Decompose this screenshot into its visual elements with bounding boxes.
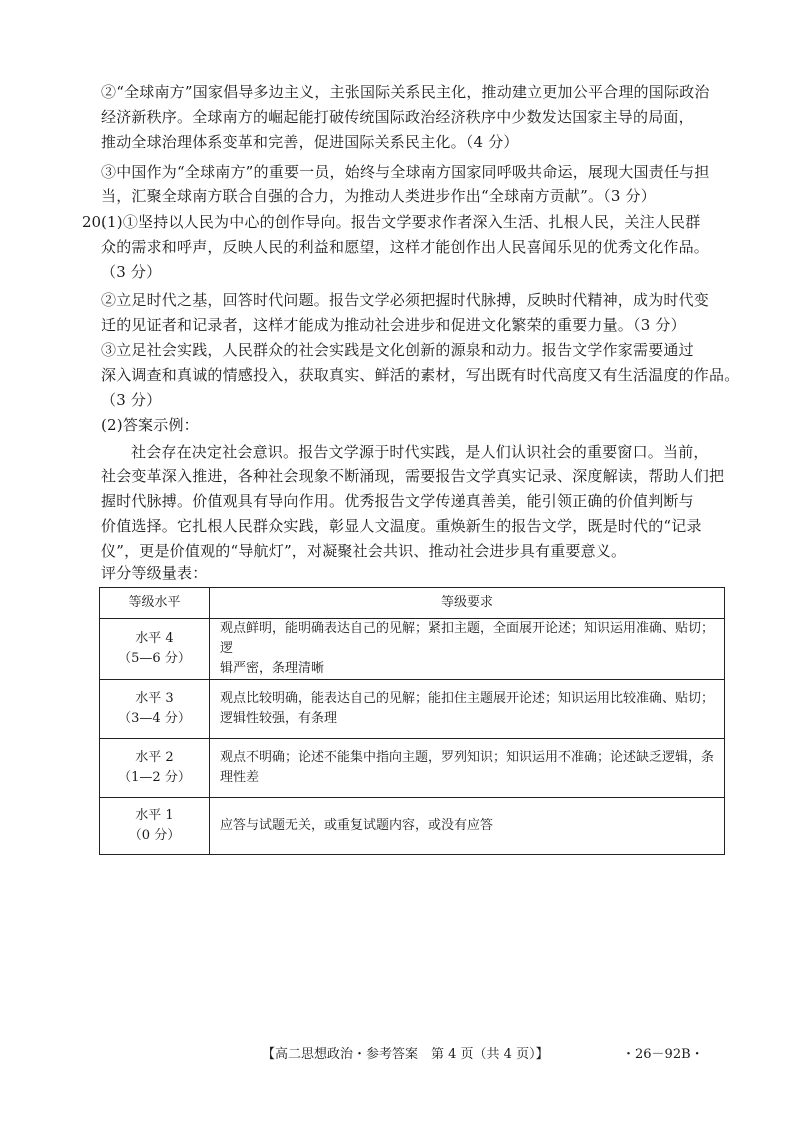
rubric-title: 评分等级量表： [101, 564, 208, 582]
rubric-requirement-line: 观点鲜明，能明确表达自己的见解；紧扣主题，全面展开论述；知识运用准确、贴切；逻 [220, 621, 715, 656]
rubric-requirement-line: 观点比较明确，能表达自己的见解；能扣住主题展开论述；知识运用比较准确、贴切； [220, 691, 715, 706]
q20-1-point2-line1: ②立足时代之基，回答时代问题。报告文学必须把握时代脉搏，反映时代精神，成为时代变 [101, 291, 710, 309]
q20-1-point3-score: （3 分） [101, 391, 162, 409]
rubric-header-row [100, 588, 725, 619]
q19-point2-line1: ②“全球南方”国家倡导多边主义，主张国际关系民主化，推动建立更加公平合理的国际政治 [101, 83, 710, 101]
q20-2-example-line3: 握时代脉搏。价值观具有导向作用。优秀报告文学传递真善美，能引领正确的价值判断与 [101, 492, 694, 510]
q20-1-point1-line2: 众的需求和呼声，反映人民的利益和愿望，这样才能创作出人民喜闻乐见的优秀文化作品。 [101, 238, 710, 256]
rubric-requirement-line: 辑严密，条理清晰 [220, 661, 325, 676]
rubric-row-level4 [100, 619, 725, 680]
q20-1-point1-score: （3 分） [101, 263, 162, 281]
rubric-level-cell [100, 798, 210, 855]
rubric-requirement-cell [210, 798, 725, 855]
rubric-requirement-line: 应答与试题无关，或重复试题内容，或没有应答 [220, 818, 494, 833]
q20-2-example-line2: 社会变革深入推进，各种社会现象不断涌现，需要报告文学真实记录、深度解读，帮助人们把 [101, 467, 725, 485]
rubric-level-score: （3—4 分） [118, 711, 191, 726]
q20-1-point3-line2: 深入调查和真诚的情感投入，获取真实、鲜活的素材，写出既有时代高度又有生活温度的作品。 [101, 366, 740, 384]
rubric-requirement-cell [210, 739, 725, 798]
rubric-level-cell [100, 739, 210, 798]
q20-1-point3-line1: ③立足社会实践，人民群众的社会实践是文化创新的源泉和动力。报告文学作家需要通过 [101, 341, 694, 359]
footer-title: 【高二思想政治・参考答案 第 4 页（共 4 页）】 [262, 1047, 549, 1062]
rubric-level-score: （0 分） [128, 828, 181, 843]
q19-point3-line1: ③中国作为“全球南方”的重要一员，始终与全球南方国家同呼吸共命运，展现大国责任与担 [101, 163, 710, 181]
rubric-row-level2 [100, 739, 725, 798]
rubric-requirement-cell [210, 680, 725, 739]
q20-1-point1-line1: (1)①坚持以人民为中心的创作导向。报告文学要求作者深入生活、扎根人民，关注人民群 [101, 213, 701, 231]
q20-2-example-line1: 社会存在决定社会意识。报告文学源于时代实践，是人们认识社会的重要窗口。当前， [131, 443, 709, 461]
rubric-row-level3 [100, 680, 725, 739]
rubric-level-label: 水平 1 [135, 808, 174, 823]
rubric-level-label: 水平 4 [135, 631, 174, 646]
rubric-level-score: （1—2 分） [118, 770, 191, 785]
rubric-row-level1 [100, 798, 725, 855]
rubric-requirement-line: 逻辑性较强，有条理 [220, 711, 338, 726]
rubric-level-score: （5—6 分） [118, 651, 191, 666]
q20-2-heading: (2)答案示例： [101, 416, 199, 434]
q20-2-example-line4: 价值选择。它扎根人民群众实践，彰显人文温度。重焕新生的报告文学，既是时代的“记录 [101, 517, 702, 535]
q20-2-example-line5: 仪”，更是价值观的“导航灯”，对凝聚社会共识、推动社会进步具有重要意义。 [101, 542, 627, 560]
rubric-requirement-line: 观点不明确；论述不能集中指向主题，罗列知识；知识运用不准确；论述缺乏逻辑，条 [220, 750, 715, 765]
rubric-table [99, 587, 725, 855]
rubric-requirement-line: 理性差 [220, 770, 260, 785]
q19-point2-line3: 推动全球治理体系变革和完善，促进国际关系民主化。（4 分） [101, 133, 519, 151]
q19-point2-line2: 经济新秩序。全球南方的崛起能打破传统国际政治经济秩序中少数发达国家主导的局面， [101, 108, 694, 126]
rubric-level-label: 水平 2 [135, 750, 174, 765]
rubric-requirement-cell [210, 619, 725, 680]
q19-point3-line2: 当，汇聚全球南方联合自强的合力，为推动人类进步作出“全球南方贡献”。（3 分） [101, 187, 656, 205]
rubric-level-cell [100, 619, 210, 680]
footer-code: ・26－92B・ [622, 1047, 704, 1062]
question-number-20: 20. [82, 213, 106, 231]
rubric-level-label: 水平 3 [135, 691, 174, 706]
rubric-header-level: 等级水平 [100, 588, 210, 619]
rubric-header-requirement: 等级要求 [210, 588, 725, 619]
q20-1-point2-line2: 迁的见证者和记录者，这样才能成为推动社会进步和促进文化繁荣的重要力量。（3 分） [101, 316, 686, 334]
rubric-level-cell [100, 680, 210, 739]
